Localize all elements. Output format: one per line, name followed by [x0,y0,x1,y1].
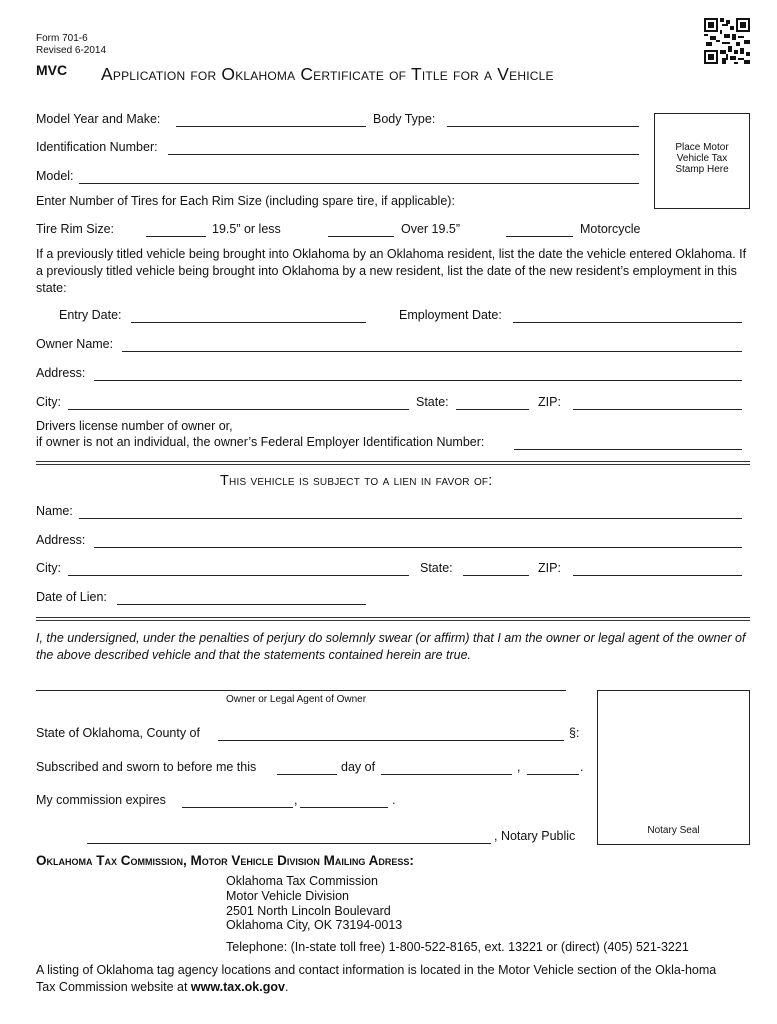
license-label-line-1: Drivers license number of owner or, [36,419,233,433]
mailing-line-2: Motor Vehicle Division [226,889,349,903]
body-type-label: Body Type: [373,112,436,126]
mailing-heading: Oklahoma Tax Commission, Motor Vehicle Division Mailing Adress: [36,853,414,868]
footer-text-before: A listing of Oklahoma tag agency locations and contact information is located in the Motor Vehicle section of the Okla-homa Tax Commission website at [36,963,717,994]
lien-heading: This vehicle is subject to a lien in favor of: [220,473,493,489]
commission-date-field[interactable] [182,807,293,808]
comma-separator: , [517,760,521,774]
stamp-line-1: Place Motor [675,142,729,153]
subscribed-label: Subscribed and sworn to before me this [36,760,257,774]
rim-motorcycle-label: Motorcycle [580,222,641,236]
identification-number-field[interactable] [168,154,639,155]
lien-city-field[interactable] [68,575,409,576]
lien-name-field[interactable] [79,518,742,519]
period-mark: . [580,760,584,774]
lien-date-label: Date of Lien: [36,590,107,604]
model-year-make-label: Model Year and Make: [36,112,161,126]
employment-date-label: Employment Date: [399,308,502,322]
sworn-year-field[interactable] [527,774,579,775]
lien-name-label: Name: [36,504,73,518]
mailing-line-3: 2501 North Lincoln Boulevard [226,904,391,918]
section-divider [36,461,750,465]
body-type-field[interactable] [447,126,639,127]
stamp-line-3: Stamp Here [675,164,729,175]
owner-state-label: State: [416,395,449,409]
model-label: Model: [36,169,74,183]
owner-zip-label: ZIP: [538,395,561,409]
tire-rim-size-label: Tire Rim Size: [36,222,115,236]
entry-date-field[interactable] [131,322,366,323]
rim-over-19-5-label: Over 19.5” [401,222,461,236]
lien-address-label: Address: [36,533,86,547]
sworn-month-field[interactable] [381,774,512,775]
page-title: Application for Oklahoma Certificate of Title for a Vehicle [101,64,554,84]
owner-address-label: Address: [36,366,86,380]
notary-public-label: , Notary Public [494,829,576,843]
mailing-line-1: Oklahoma Tax Commission [226,874,378,888]
signature-caption: Owner or Legal Agent of Owner [226,694,367,705]
lien-address-field[interactable] [94,547,742,548]
lien-city-label: City: [36,561,61,575]
agency-code: MVC [36,62,68,78]
rim-motorcycle-field[interactable] [506,236,573,237]
section-divider [36,617,750,621]
comma-separator: , [294,793,298,807]
license-number-field[interactable] [514,449,742,450]
owner-state-field[interactable] [456,409,529,410]
entry-date-label: Entry Date: [59,308,122,322]
lien-zip-field[interactable] [573,575,742,576]
rim-19-5-or-less-field[interactable] [146,236,206,237]
owner-name-label: Owner Name: [36,337,114,351]
county-field[interactable] [218,740,564,741]
telephone-text: Telephone: (In-state toll free) 1-800-522-8165, ext. 13221 or (direct) (405) 521-3221 [226,940,689,954]
owner-city-label: City: [36,395,61,409]
notary-signature-field[interactable] [87,843,491,844]
mailing-line-4: Oklahoma City, OK 73194-0013 [226,918,403,932]
footer-text-after: . [284,980,289,994]
section-mark: §: [569,726,580,740]
model-field[interactable] [79,183,639,184]
owner-zip-field[interactable] [573,409,742,410]
rim-over-19-5-field[interactable] [328,236,394,237]
sworn-day-field[interactable] [277,774,337,775]
affirmation-text: I, the undersigned, under the penalties of perjury do solemnly swear (or affirm) that I am the owner or legal agent of the owner of the above described vehicle and that the statements contained herein are true. [36,631,746,662]
license-label-line-2: if owner is not an individual, the owner’s Federal Employer Identification Number: [36,435,485,449]
previously-titled-text: If a previously titled vehicle being brought into Oklahoma by an Oklahoma resident, list the date the vehicle entered Oklahoma. If a previously titled vehicle being brought into Oklahoma by a new resident, list the date of the new resident’s employment in this state: [36,247,747,295]
owner-signature-field[interactable] [36,690,566,691]
tax-stamp-box [654,113,750,209]
state-county-label: State of Oklahoma, County of [36,726,200,740]
commission-expires-label: My commission expires [36,793,166,807]
owner-name-field[interactable] [122,351,742,352]
stamp-line-2: Vehicle Tax [676,153,728,164]
owner-address-field[interactable] [94,380,742,381]
employment-date-field[interactable] [513,322,742,323]
identification-number-label: Identification Number: [36,140,158,154]
notary-seal-box [597,690,750,845]
form-number: Form 701-6 [36,33,88,44]
model-year-make-field[interactable] [176,126,366,127]
lien-state-label: State: [420,561,453,575]
tires-instruction: Enter Number of Tires for Each Rim Size (including spare tire, if applicable): [36,194,455,208]
day-of-label: day of [341,760,376,774]
period-mark: . [392,793,396,807]
qr-code-icon [704,18,750,64]
lien-zip-label: ZIP: [538,561,561,575]
owner-city-field[interactable] [68,409,409,410]
footer-text [36,962,736,996]
lien-date-field[interactable] [117,604,366,605]
revised-date: Revised 6-2014 [36,45,107,56]
notary-seal-label: Notary Seal [647,825,700,836]
rim-19-5-or-less-label: 19.5” or less [212,222,281,236]
commission-year-field[interactable] [300,807,388,808]
lien-state-field[interactable] [463,575,529,576]
website-link[interactable]: www.tax.ok.gov [190,980,285,994]
